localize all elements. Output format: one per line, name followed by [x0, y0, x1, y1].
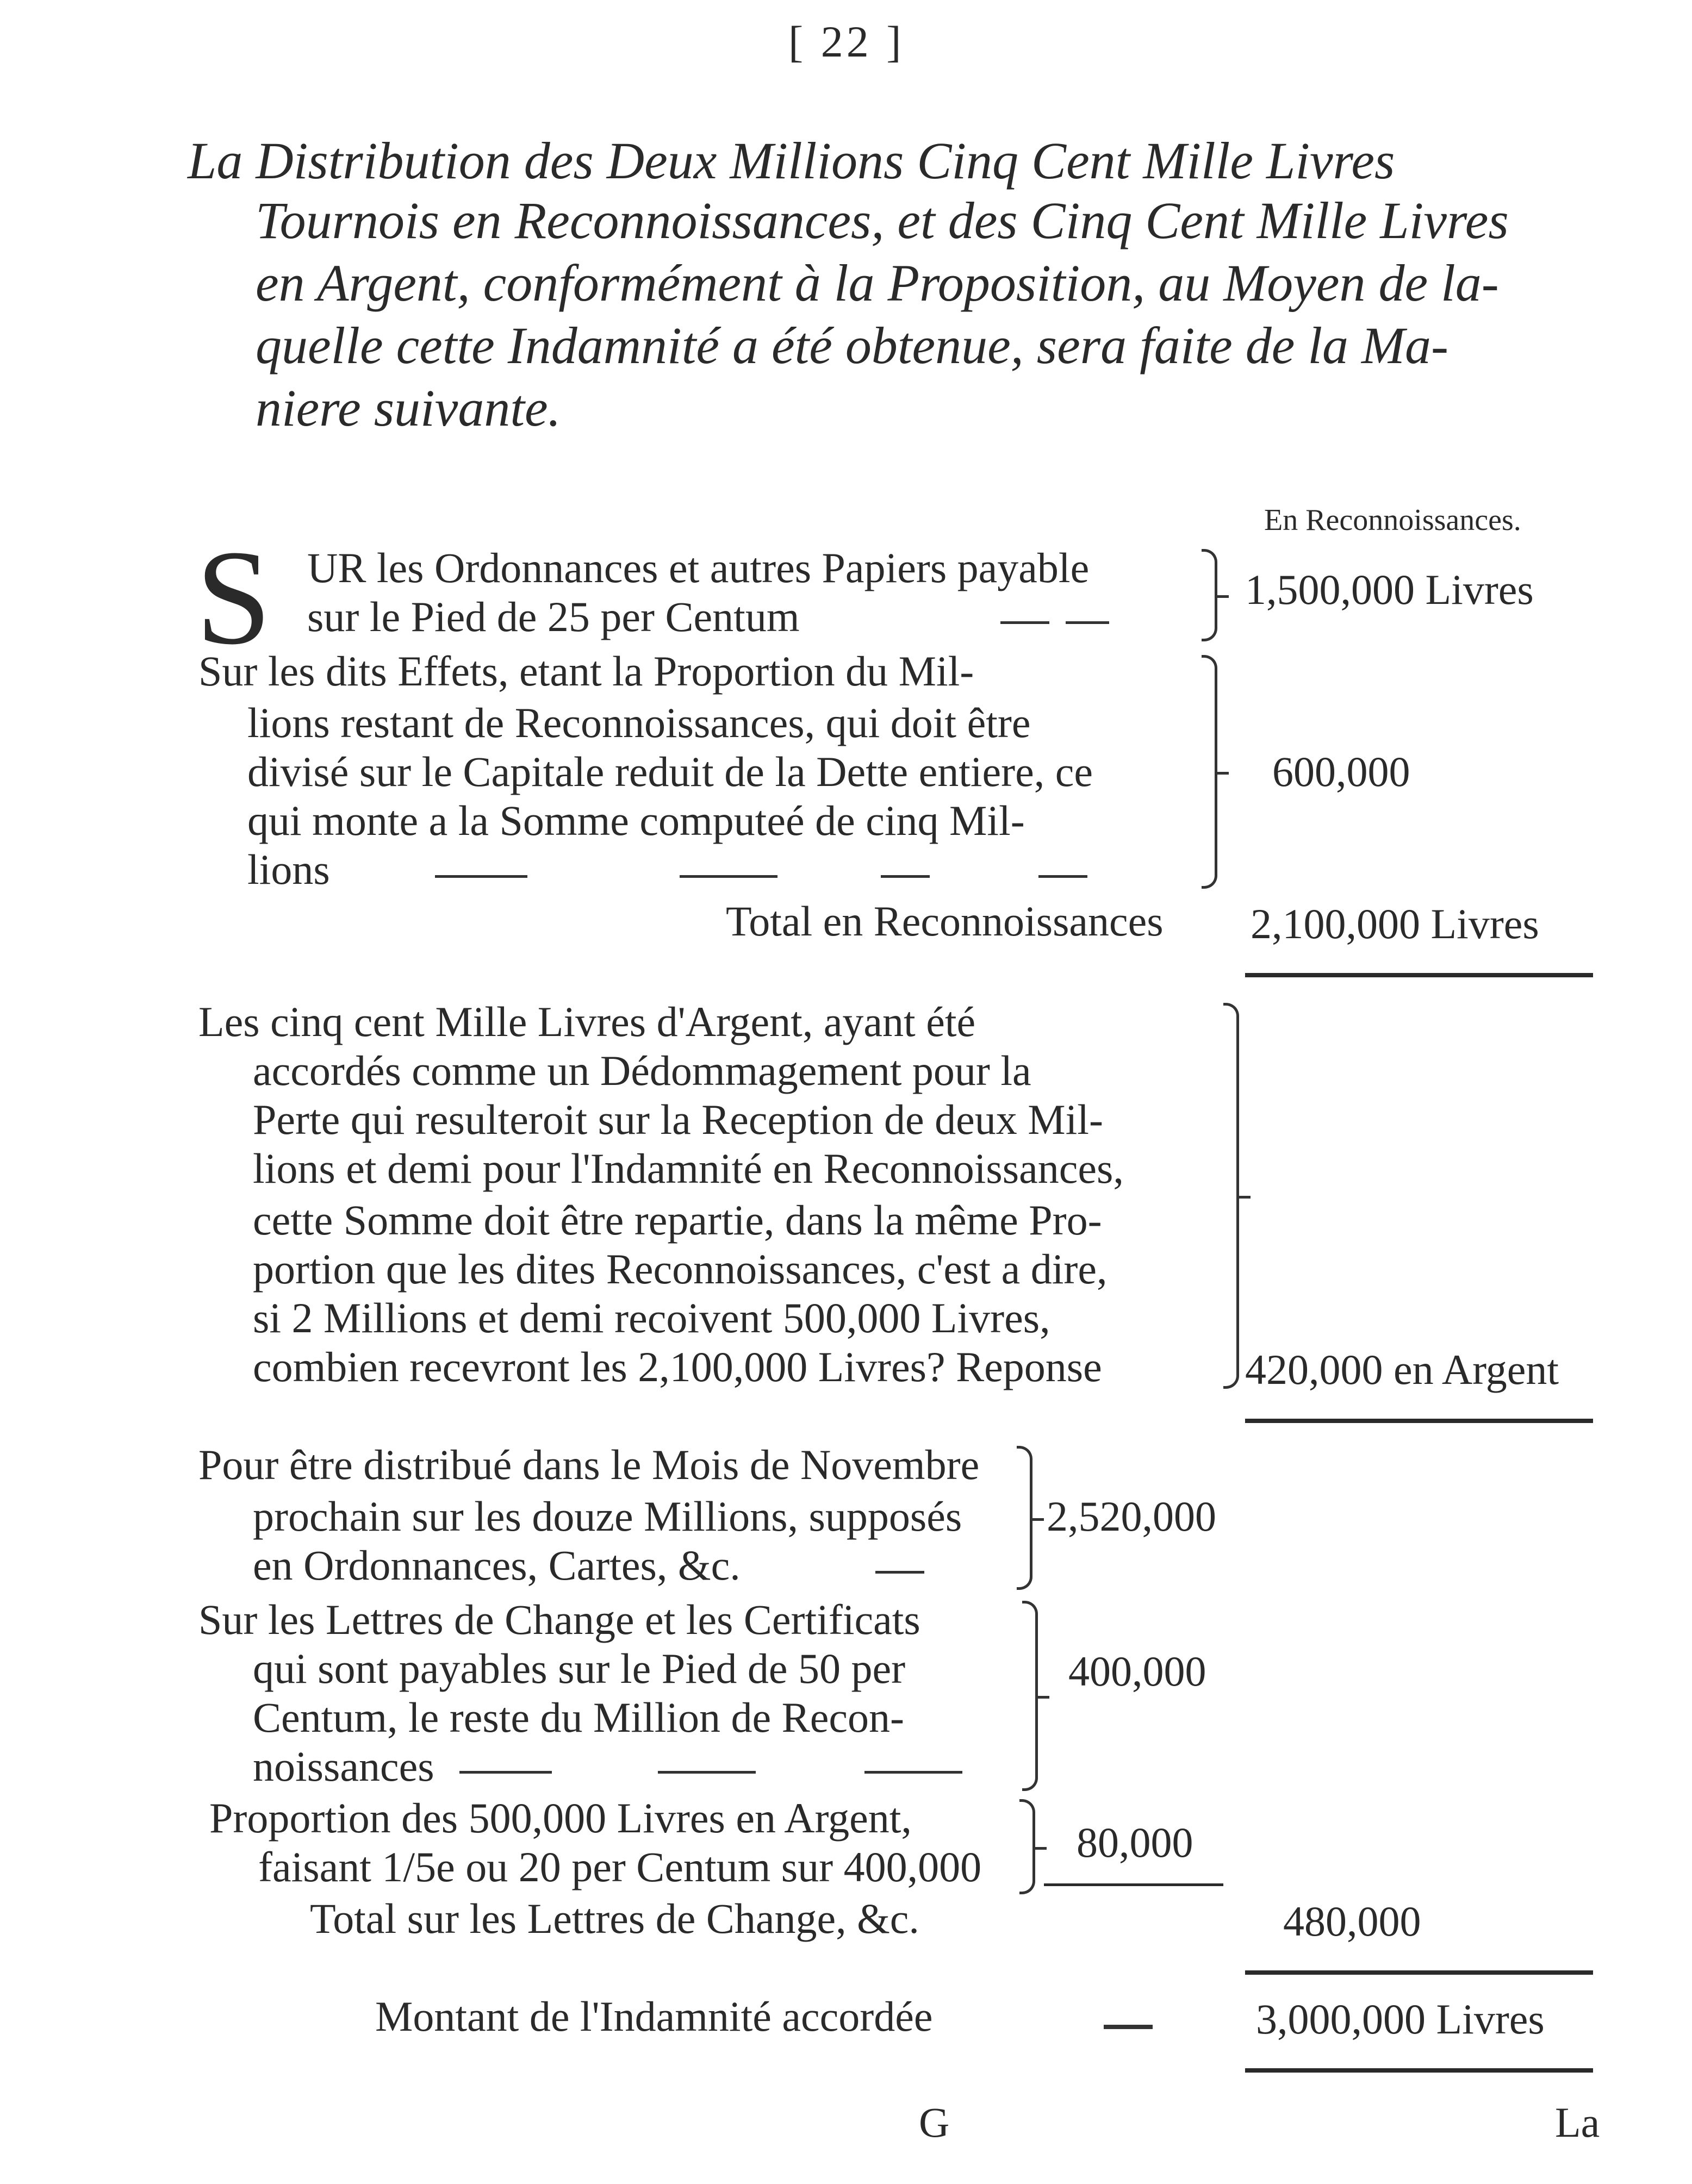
leader-dash [881, 875, 930, 878]
total-reconnoissances-label: Total en Reconnoissances [726, 897, 1164, 945]
leader-dash [864, 1771, 962, 1774]
montant-label: Montant de l'Indamnité accordée [375, 1993, 933, 2040]
leader-dash [658, 1771, 756, 1774]
leader-dash [459, 1771, 552, 1774]
item3-line-7: si 2 Millions et demi recoivent 500,000 Livres, [253, 1294, 1050, 1341]
title-line-3: en Argent, conformément à la Proposition, au Moyen de la- [256, 254, 1499, 312]
title-line-4: quelle cette Indamnité a été obtenue, sera faite de la Ma- [256, 316, 1448, 375]
rule [1044, 1883, 1223, 1886]
brace [1022, 1601, 1038, 1791]
signature-mark: G [919, 2099, 950, 2146]
rule [1245, 2068, 1593, 2073]
brace [1019, 1799, 1035, 1894]
item5-line-2: qui sont payables sur le Pied de 50 per [253, 1645, 906, 1692]
item4-amount: 2,520,000 [1047, 1493, 1216, 1540]
title-line-1: La Distribution des Deux Millions Cinq Cent Mille Livres [188, 132, 1395, 190]
item3-line-8: combien recevront les 2,100,000 Livres? Reponse [253, 1343, 1102, 1390]
leader-dash [875, 1571, 924, 1574]
item2-line-2: lions restant de Reconnoissances, qui doit être [247, 699, 1031, 746]
item2-line-3: divisé sur le Capitale reduit de la Dette entiere, ce [247, 748, 1093, 795]
item2-line-1: Sur les dits Effets, etant la Proportion du Mil- [198, 647, 974, 695]
title-line-5: niere suivante. [256, 379, 561, 437]
catchword: La [1555, 2099, 1600, 2146]
item6-amount: 80,000 [1077, 1819, 1193, 1866]
leader-dash [1066, 621, 1109, 624]
item3-line-5: cette Somme doit être repartie, dans la même Pro- [253, 1196, 1102, 1244]
total-lettres-label: Total sur les Lettres de Change, &c. [310, 1895, 919, 1942]
leader-dash [435, 875, 527, 878]
total-reconnoissances-amount: 2,100,000 Livres [1251, 900, 1539, 947]
item2-line-5: lions [247, 846, 330, 893]
drop-cap: S [196, 522, 272, 673]
rule [1245, 1970, 1593, 1975]
item5-line-3: Centum, le reste du Million de Recon- [253, 1694, 904, 1741]
item3-line-2: accordés comme un Dédommagement pour la [253, 1047, 1031, 1094]
item1-line-1: UR les Ordonnances et autres Papiers payable [307, 544, 1090, 591]
item3-line-6: portion que les dites Reconnoissances, c'est a dire, [253, 1245, 1108, 1293]
item6-line-2: faisant 1/5e ou 20 per Centum sur 400,000 [258, 1843, 982, 1890]
brace [1202, 549, 1217, 641]
brace [1202, 655, 1217, 889]
rule [1245, 1419, 1593, 1423]
item3-line-3: Perte qui resulteroit sur la Reception de deux Mil- [253, 1096, 1103, 1143]
item4-line-1: Pour être distribué dans le Mois de Novembre [198, 1441, 980, 1488]
leader-dash [1000, 621, 1049, 624]
item1-amount: 1,500,000 Livres [1245, 566, 1534, 613]
leader-dash [1038, 875, 1087, 878]
item5-amount: 400,000 [1068, 1648, 1206, 1695]
item6-line-1: Proportion des 500,000 Livres en Argent, [209, 1794, 912, 1842]
leader-dash [1104, 2025, 1153, 2029]
item3-line-4: lions et demi pour l'Indamnité en Reconnoissances, [253, 1145, 1124, 1192]
item2-amount: 600,000 [1272, 748, 1410, 795]
leader-dash [680, 875, 777, 878]
column-header: En Reconnoissances. [1264, 503, 1521, 537]
item3-amount: 420,000 en Argent [1245, 1346, 1559, 1393]
rule [1245, 973, 1593, 977]
brace [1223, 1003, 1239, 1389]
item2-line-4: qui monte a la Somme computeé de cinq Mil- [247, 797, 1025, 844]
item5-line-1: Sur les Lettres de Change et les Certificats [198, 1596, 920, 1643]
title-line-2: Tournois en Reconnoissances, et des Cinq Cent Mille Livres [256, 191, 1509, 249]
item4-line-3: en Ordonnances, Cartes, &c. [253, 1542, 741, 1589]
montant-amount: 3,000,000 Livres [1256, 1995, 1545, 2043]
item4-line-2: prochain sur les douze Millions, supposés [253, 1493, 962, 1540]
brace [1017, 1446, 1032, 1590]
item1-line-2: sur le Pied de 25 per Centum [307, 593, 800, 640]
page-number: [ 22 ] [788, 17, 905, 66]
item5-line-4: noissances [253, 1743, 434, 1790]
item3-line-1: Les cinq cent Mille Livres d'Argent, ayant été [198, 998, 976, 1045]
total-lettres-amount: 480,000 [1283, 1898, 1421, 1945]
